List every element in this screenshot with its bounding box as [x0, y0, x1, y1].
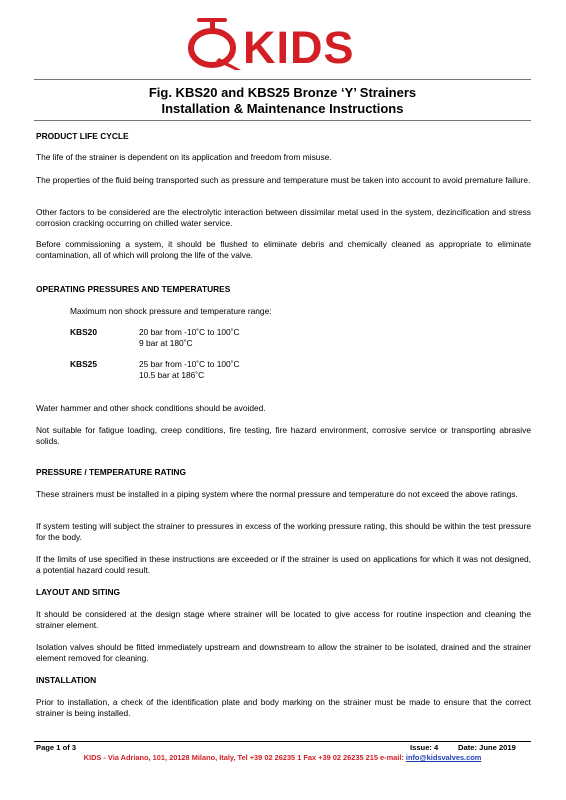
paragraph: Prior to installation, a check of the identification plate and body marking on the strainer must be made to ensure that the correct strainer is being installed. [36, 697, 531, 718]
model-rating-line: 20 bar from -10˚C to 100˚C [139, 327, 240, 337]
paragraph: The life of the strainer is dependent on its application and freedom from misuse. [36, 152, 332, 162]
title-top-rule [34, 79, 531, 80]
paragraph: Before commissioning a system, it should be flushed to eliminate debris and chemically cleaned as appropriate to eliminate contamination, all of which will prolong the life of the valve. [36, 239, 531, 260]
company-address: KIDS - Via Adriano, 101, 20128 Milano, Italy, Tel +39 02 26235 1 Fax +39 02 26235 215 e-mail: [83, 753, 404, 762]
heading-installation: INSTALLATION [36, 675, 97, 685]
logo-brand-text: KIDS [243, 22, 355, 73]
model-name-kbs25: KBS25 [70, 359, 97, 369]
paragraph: If system testing will subject the strainer to pressures in excess of the working pressure rating, this should be within the test pressure for the body. [36, 521, 531, 542]
paragraph: Other factors to be considered are the electrolytic interaction between dissimilar metal used in the system, dezincification and stress corrosion cracking occurring on chilled water service. [36, 207, 531, 228]
paragraph: The properties of the fluid being transported such as pressure and temperature must be taken into account to avoid premature failure. [36, 175, 531, 185]
model-name-kbs20: KBS20 [70, 327, 97, 337]
email-link[interactable]: info@kidsvalves.com [405, 753, 482, 762]
document-title-line2: Installation & Maintenance Instructions [161, 101, 404, 116]
footer-meta [36, 743, 531, 753]
kids-logo [183, 16, 383, 72]
footer-company-info [34, 753, 531, 763]
issue-date: Date: June 2019 [458, 743, 516, 752]
issue-number: Issue: 4 [410, 743, 439, 752]
heading-operating-pressures: OPERATING PRESSURES AND TEMPERATURES [36, 284, 231, 294]
paragraph: Water hammer and other shock conditions should be avoided. [36, 403, 266, 413]
paragraph: It should be considered at the design stage where strainer will be located to give access for routine inspection and cleaning the strainer element. [36, 609, 531, 630]
heading-pressure-temperature-rating: PRESSURE / TEMPERATURE RATING [36, 467, 186, 477]
footer-rule [34, 741, 531, 742]
page-number: Page 1 of 3 [36, 743, 77, 752]
heading-product-life-cycle: PRODUCT LIFE CYCLE [36, 131, 129, 141]
valve-logo-icon [183, 16, 245, 72]
paragraph: Not suitable for fatigue loading, creep conditions, fire testing, fire hazard environment, corrosive service or transporting abrasive solids. [36, 425, 531, 446]
paragraph: If the limits of use specified in these instructions are exceeded or if the strainer is used on applications for which it was not designed, a potential hazard could result. [36, 554, 531, 575]
heading-layout-and-siting: LAYOUT AND SITING [36, 587, 121, 597]
model-rating-line: 9 bar at 180˚C [139, 338, 193, 348]
paragraph: These strainers must be installed in a piping system where the normal pressure and temperature do not exceed the above ratings. [36, 489, 518, 499]
paragraph: Isolation valves should be fitted immediately upstream and downstream to allow the strainer to be isolated, drained and the strainer element removed for cleaning. [36, 642, 531, 663]
document-title-line1: Fig. KBS20 and KBS25 Bronze ‘Y’ Strainers [148, 85, 417, 100]
model-rating-line: 10.5 bar at 186˚C [139, 370, 205, 380]
model-rating-line: 25 bar from -10˚C to 100˚C [139, 359, 240, 369]
title-bottom-rule [34, 120, 531, 121]
operating-intro: Maximum non shock pressure and temperature range: [70, 306, 272, 316]
